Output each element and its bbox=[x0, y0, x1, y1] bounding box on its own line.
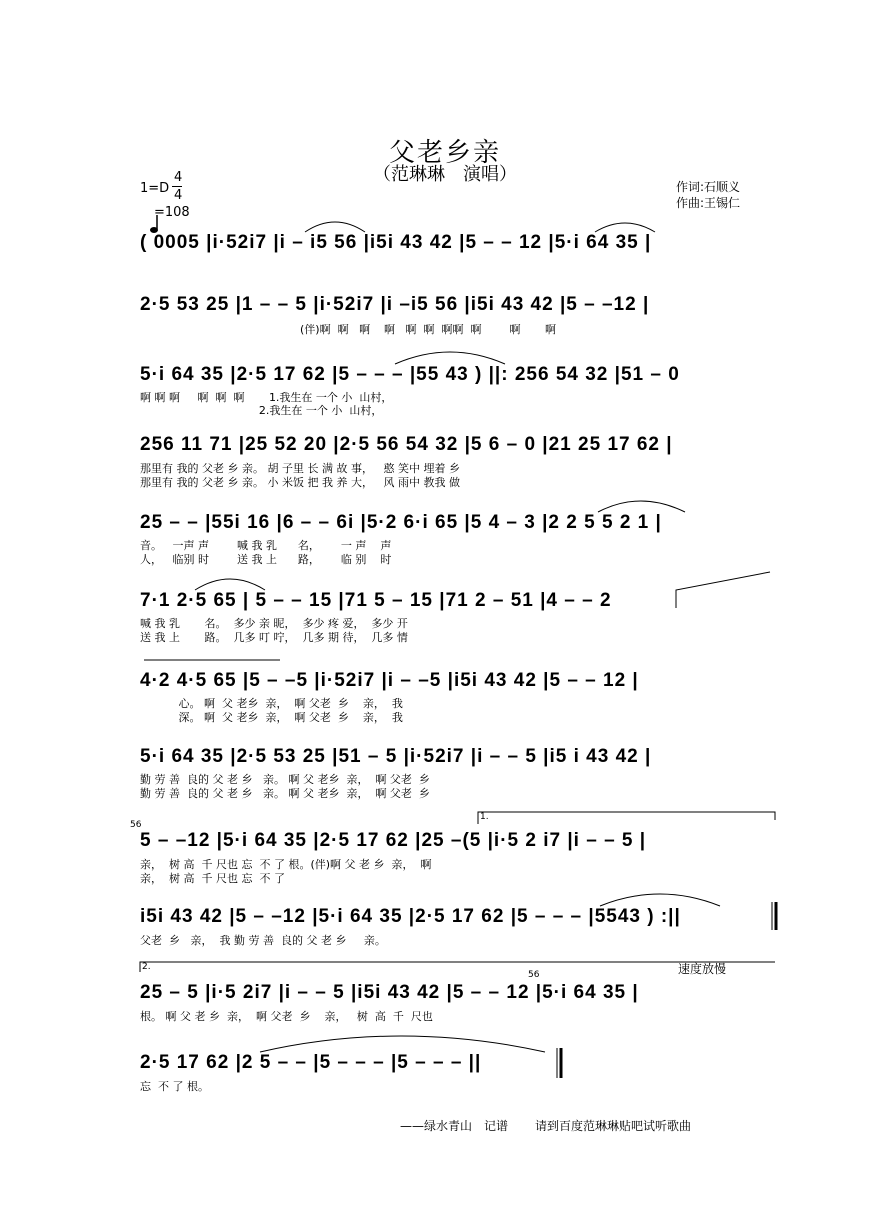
time-signature-top: 4 bbox=[174, 170, 183, 185]
lyrics-line-12a: 忘 不 了 根。 bbox=[140, 1080, 209, 1093]
tempo-change-mark: 速度放慢 bbox=[678, 962, 727, 976]
composer-credit: 作曲:王锡仁 bbox=[676, 196, 741, 210]
lyrics-line-7a: 心。 啊 父 老乡 亲， 啊 父老 乡 亲， 我 bbox=[140, 697, 403, 710]
lyricist-credit: 作词:石顺义 bbox=[676, 180, 741, 194]
score-line-3: 5·i 64 35 |2·5 17 62 |5 – – – |55 43 ) ||: 256 54 32 |51 – 0 bbox=[140, 364, 680, 385]
lyrics-line-10a: 父老 乡 亲， 我 勤 劳 善 良的 父 老 乡 亲。 bbox=[140, 934, 386, 947]
score-line-9: 5 – –12 |5·i 64 35 |2·5 17 62 |25 –(5 |i·5 2 i7 |i – – 5 | bbox=[140, 830, 647, 851]
lyrics-line-3b: 2.我生在 一个 小 山村， bbox=[140, 404, 383, 417]
lyrics-line-9a: 亲， 树 高 千 尺也 忘 不 了 根。(伴)啊 父 老 乡 亲， 啊 bbox=[140, 858, 432, 871]
score-line-12: 2·5 17 62 |2 5 – – |5 – – – |5 – – – || bbox=[140, 1052, 482, 1073]
lyrics-line-5b: 人， 临别 时 送 我 上 路， 临 别 时 bbox=[140, 553, 392, 566]
transcriber-credit: ——绿水青山 记谱 bbox=[400, 1119, 509, 1133]
lyrics-line-2a: (伴)啊 啊 啊 啊 啊 啊 啊啊 啊 啊 啊 bbox=[300, 323, 556, 336]
score-line-5: 25 – – |55i 16 |6 – – 6i |5·2 6·i 65 |5 4 – 3 |2 2 5 5 2 1 | bbox=[140, 512, 662, 533]
singer-subtitle: （范琳琳 演唱） bbox=[373, 164, 517, 185]
score-line-1: ( 0005 |i·52i7 |i – i5 56 |i5i 43 42 |5 – – 12 |5·i 64 35 | bbox=[140, 232, 652, 253]
lyrics-line-7b: 深。 啊 父 老乡 亲， 啊 父老 乡 亲， 我 bbox=[140, 711, 403, 724]
song-title: 父老乡亲 bbox=[388, 138, 501, 168]
lyrics-line-4b: 那里有 我的 父老 乡 亲。 小 米饭 把 我 养 大， 风 雨中 教我 做 bbox=[140, 476, 460, 489]
time-signature-bottom: 4 bbox=[174, 188, 183, 203]
score-line-8: 5·i 64 35 |2·5 53 25 |51 – 5 |i·52i7 |i – – 5 |i5 i 43 42 | bbox=[140, 746, 652, 767]
score-line-6: 7·1 2·5 65 | 5 – – 15 |71 5 – 15 |71 2 – 51 |4 – – 2 bbox=[140, 590, 612, 611]
first-ending-label: 1. bbox=[480, 812, 489, 822]
score-line-7: 4·2 4·5 65 |5 – –5 |i·52i7 |i – –5 |i5i 43 42 |5 – – 12 | bbox=[140, 670, 639, 691]
lyrics-line-3a: 啊 啊 啊 啊 啊 啊 1.我生在 一个 小 山村， bbox=[140, 391, 393, 404]
lyrics-line-8a: 勤 劳 善 良的 父 老 乡 亲。 啊 父 老乡 亲， 啊 父老 乡 bbox=[140, 773, 430, 786]
grace-note-2: 56 bbox=[528, 970, 540, 980]
score-line-2: 2·5 53 25 |1 – – 5 |i·52i7 |i –i5 56 |i5i 43 42 |5 – –12 | bbox=[140, 294, 650, 315]
lyrics-line-4a: 那里有 我的 父老 乡 亲。 胡 子里 长 满 故 事， 憨 笑中 埋着 乡 bbox=[140, 462, 460, 475]
score-line-4: 256 11 71 |25 52 20 |2·5 56 54 32 |5 6 – 0 |21 25 17 62 | bbox=[140, 434, 673, 455]
lyrics-line-8b: 勤 劳 善 良的 父 老 乡 亲。 啊 父 老乡 亲， 啊 父老 乡 bbox=[140, 787, 430, 800]
listen-note: 请到百度范琳琳贴吧试听歌曲 bbox=[535, 1119, 692, 1133]
lyrics-line-11a: 根。 啊 父 老 乡 亲， 啊 父老 乡 亲， 树 高 千 尺也 bbox=[140, 1010, 433, 1023]
second-ending-label: 2. bbox=[142, 962, 151, 972]
lyrics-line-9b: 亲， 树 高 千 尺也 忘 不 了 bbox=[140, 872, 285, 885]
score-line-11: 25 – 5 |i·5 2i7 |i – – 5 |i5i 43 42 |5 – – 12 |5·i 64 35 | bbox=[140, 982, 639, 1003]
key-signature: 1=D bbox=[140, 181, 170, 196]
lyrics-line-6a: 喊 我 乳 名。 多少 亲 昵， 多少 疼 爱， 多少 开 bbox=[140, 617, 408, 630]
grace-note-1: 56 bbox=[130, 820, 142, 830]
score-line-10: i5i 43 42 |5 – –12 |5·i 64 35 |2·5 17 62 |5 – – – |5543 ) :|| bbox=[140, 906, 681, 927]
lyrics-line-5a: 音。 一声 声 喊 我 乳 名， 一 声 声 bbox=[140, 539, 392, 552]
tempo-marking: =108 bbox=[154, 205, 190, 220]
lyrics-line-6b: 送 我 上 路。 几多 叮 咛， 几多 期 待， 几多 情 bbox=[140, 631, 408, 644]
